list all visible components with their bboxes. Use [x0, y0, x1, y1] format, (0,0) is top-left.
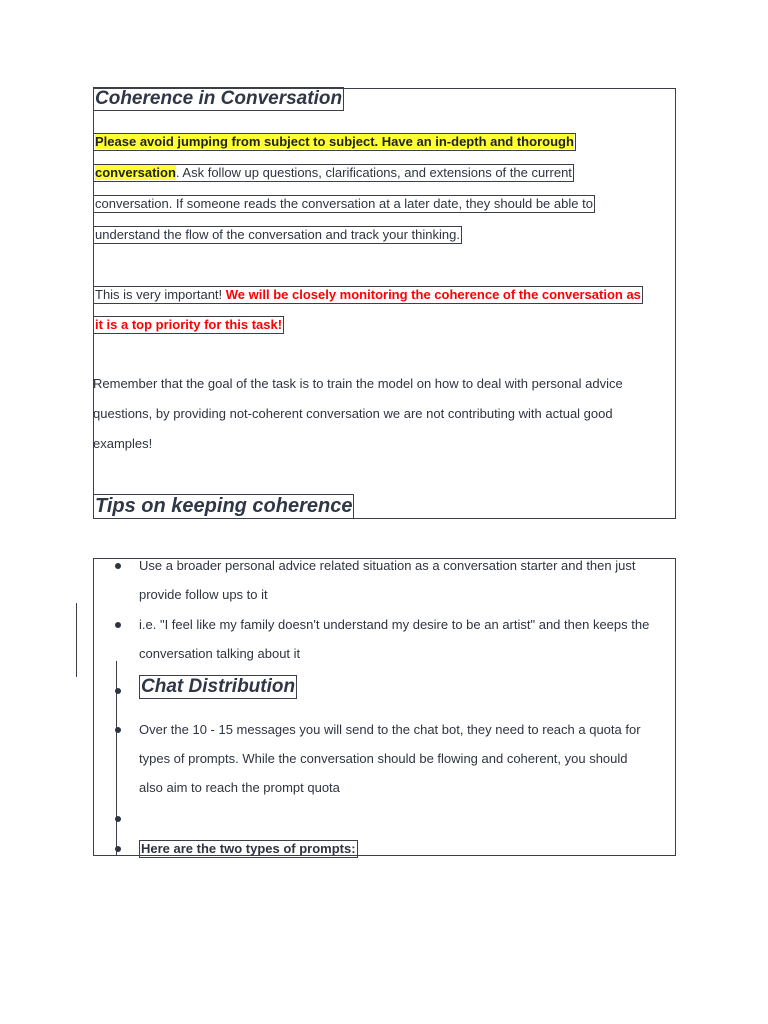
highlighted-text: Please avoid jumping from subject to subject. Have an in-depth and thorough: [95, 134, 574, 149]
tip1-line1: Use a broader personal advice related situation as a conversation starter and then just: [139, 558, 636, 573]
tips-subtitle: Tips on keeping coherence: [95, 495, 353, 517]
para1-line1: [93, 133, 576, 151]
bullet-icon: [115, 727, 121, 733]
margin-line: [76, 603, 77, 677]
bullet-icon: [115, 622, 121, 628]
tip2-line2: conversation talking about it: [139, 646, 301, 661]
bullet-icon: [115, 563, 121, 569]
para2-line1: [93, 286, 643, 304]
bullet-icon: [115, 846, 121, 852]
monitoring-warning: We will be closely monitoring the coherence of the conversation as: [225, 287, 641, 302]
para1-line3: conversation. If someone reads the conversation at a later date, they should be able to: [95, 196, 593, 211]
dist-line1: Over the 10 - 15 messages you will send to the chat bot, they need to reach a quota for: [139, 722, 641, 737]
highlighted-text: conversation: [95, 165, 176, 180]
para1-line4: understand the flow of the conversation and track your thinking.: [95, 227, 460, 242]
para3-line1: Remember that the goal of the task is to train the model on how to deal with personal advice: [93, 376, 623, 391]
para1-text: . Ask follow up questions, clarifications, and extensions of the current: [175, 165, 572, 180]
important-note: This is very important!: [95, 287, 226, 302]
bullet-icon: [115, 688, 121, 694]
dist-line3: also aim to reach the prompt quota: [139, 780, 340, 795]
para3-line2: questions, by providing not-coherent conversation we are not contributing with actual good: [93, 406, 613, 421]
margin-line: [93, 558, 94, 616]
para1-line2: [93, 164, 574, 182]
para2-line2: [93, 316, 284, 334]
tip2-line1: i.e. "I feel like my family doesn't understand my desire to be an artist" and then keeps the: [139, 617, 650, 632]
para3-line3: examples!: [93, 436, 153, 451]
chat-distribution-heading: Chat Distribution: [141, 676, 296, 697]
bullet-icon: [115, 816, 121, 822]
monitoring-warning: it is a top priority for this task!: [95, 317, 283, 332]
section-title: Coherence in Conversation: [95, 88, 343, 109]
tip1-line2: provide follow ups to it: [139, 587, 268, 602]
prompt-types-label: Here are the two types of prompts:: [141, 841, 356, 856]
dist-line2: types of prompts. While the conversation should be flowing and coherent, you should: [139, 751, 628, 766]
